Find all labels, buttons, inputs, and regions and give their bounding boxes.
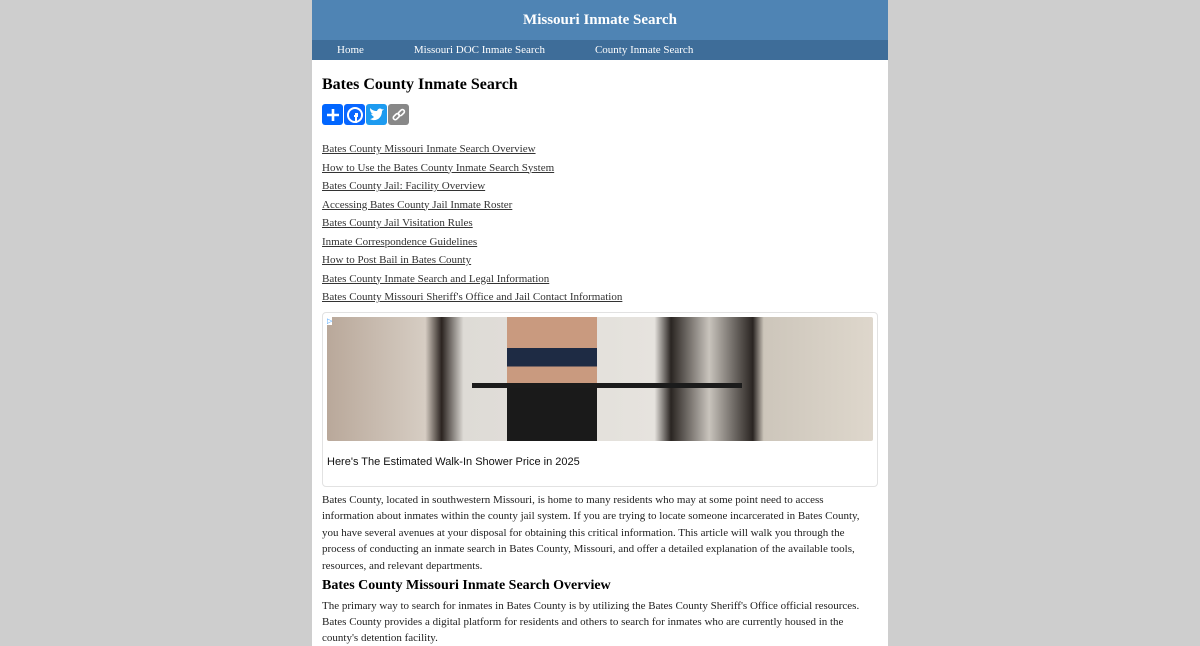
ad-choices-icon[interactable]: ▷ — [327, 316, 333, 325]
toc-link[interactable]: Bates County Jail Visitation Rules — [322, 217, 473, 229]
toc-link[interactable]: Accessing Bates County Jail Inmate Roster — [322, 198, 513, 211]
toc-link[interactable]: How to Post Bail in Bates County — [322, 254, 472, 266]
copy-link-button[interactable] — [388, 104, 409, 125]
site-title[interactable]: Missouri Inmate Search — [312, 0, 888, 40]
toc-link[interactable]: Inmate Correspondence Guidelines — [322, 235, 478, 248]
page — [312, 0, 888, 646]
share-facebook-button[interactable] — [344, 104, 365, 125]
ad-image[interactable] — [327, 317, 873, 441]
share-buttons — [322, 104, 878, 125]
ad-caption[interactable]: Here's The Estimated Walk-In Shower Price in 2025 — [327, 455, 580, 468]
twitter-icon — [369, 108, 385, 122]
toc-link[interactable]: How to Use the Bates County Inmate Search System — [322, 161, 555, 174]
nav-county-search[interactable]: County Inmate Search — [594, 44, 694, 56]
section-heading: Bates County Missouri Inmate Search Overview — [322, 578, 611, 593]
copy-link-icon — [392, 108, 406, 122]
intro-paragraph: Bates County, located in southwestern Missouri, is home to many residents who may at some point need to access information about inmates within the county jail system. If you are trying to locate someone incarcerated in Bates County, you have several avenues at your disposal for obtaining this critical information. This article will walk you through the process of conducting an inmate search in Bates County, Missouri, and offer a detailed explanation of the available tools, resources, and relevant departments. — [322, 493, 860, 572]
section-paragraph: The primary way to search for inmates in Bates County is by utilizing the Bates County Sheriff's Office official resources. Bates County provides a digital platform for residents and others to search for inmates who are currently housed in the county's detention facility. — [322, 600, 860, 644]
plus-icon — [326, 108, 340, 122]
toc-link[interactable]: Bates County Missouri Sheriff's Office and Jail Contact Information — [322, 291, 623, 303]
table-of-contents — [322, 143, 878, 310]
toc-link[interactable]: Bates County Jail: Facility Overview — [322, 180, 486, 192]
nav-bar — [312, 40, 888, 60]
facebook-icon — [347, 107, 363, 123]
nav-doc-search[interactable]: Missouri DOC Inmate Search — [413, 44, 545, 56]
advertisement[interactable] — [322, 312, 878, 487]
toc-link[interactable]: Bates County Inmate Search and Legal Information — [322, 272, 550, 285]
share-plus-button[interactable] — [322, 104, 343, 125]
toc-link[interactable]: Bates County Missouri Inmate Search Overview — [322, 143, 536, 155]
page-title: Bates County Inmate Search — [322, 76, 518, 93]
nav-home[interactable]: Home — [337, 44, 364, 56]
share-twitter-button[interactable] — [366, 104, 387, 125]
